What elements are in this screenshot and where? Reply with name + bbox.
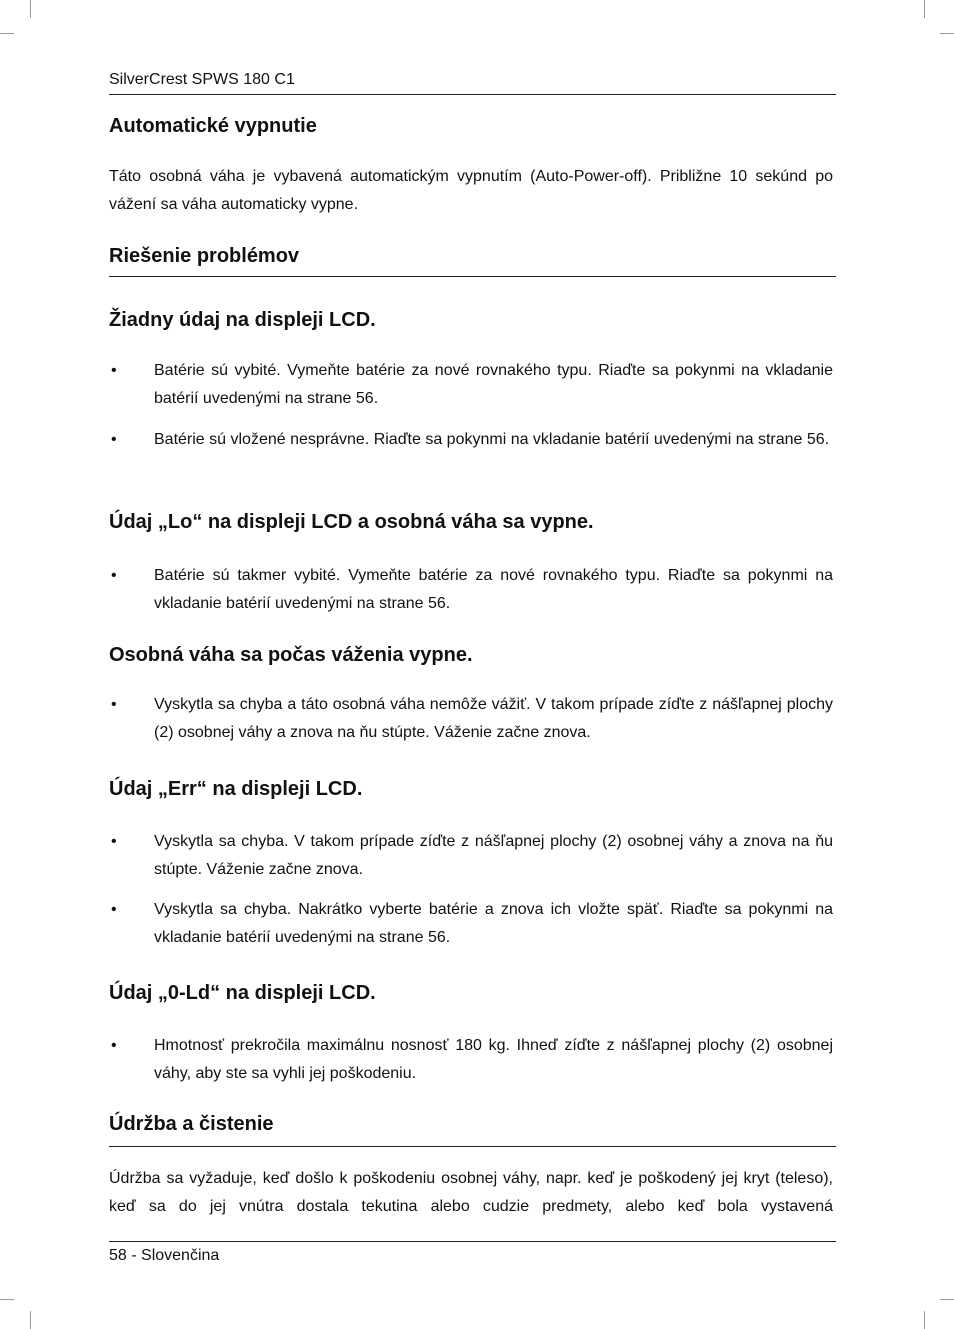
bullet-marker: • [111, 362, 117, 379]
list-item [109, 691, 833, 747]
list-item-text: Vyskytla sa chyba a táto osobná váha nemôže vážiť. V takom prípade zíďte z nášľapnej plochy (2) osobnej váhy a znova na ňu stúpte. Váženie začne znova. [154, 696, 833, 741]
section-rule [109, 276, 836, 277]
list-item-text: Batérie sú takmer vybité. Vymeňte batérie za nové rovnakého typu. Riaďte sa pokynmi na vkladanie batérií uvedenými na strane 56. [154, 567, 833, 612]
list-item [109, 562, 833, 618]
list-item-text: Batérie sú vybité. Vymeňte batérie za nové rovnakého typu. Riaďte sa pokynmi na vkladanie batérií uvedenými na strane 56. [154, 362, 833, 407]
footer-rule [109, 1241, 836, 1242]
bullet-marker: • [111, 901, 117, 918]
crop-mark [940, 1299, 954, 1300]
heading-troubleshooting: Riešenie problémov [109, 245, 300, 267]
heading-auto-off: Automatické vypnutie [109, 115, 317, 137]
crop-mark [30, 0, 31, 18]
paragraph-auto-off: Táto osobná váha je vybavená automatickým vypnutím (Auto-Power-off). Približne 10 sekúnd po vážení sa váha automaticky vypne. [109, 168, 833, 213]
crop-mark [30, 1311, 31, 1329]
list-item-text: Hmotnosť prekročila maximálnu nosnosť 180 kg. Ihneď zíďte z nášľapnej plochy (2) osobnej váhy, aby ste sa vyhli jej poškodeniu. [154, 1037, 833, 1082]
crop-mark [0, 33, 14, 34]
crop-mark [924, 0, 925, 18]
bullet-marker: • [111, 833, 117, 850]
bullet-marker: • [111, 567, 117, 584]
page-footer: 58 - Slovenčina [109, 1247, 220, 1264]
heading-maintenance: Údržba a čistenie [109, 1113, 274, 1135]
bullet-marker: • [111, 696, 117, 713]
list-item [109, 828, 833, 884]
bullet-marker: • [111, 1037, 117, 1054]
heading-err: Údaj „Err“ na displeji LCD. [109, 778, 363, 800]
heading-no-display: Žiadny údaj na displeji LCD. [109, 309, 376, 331]
heading-turns-off: Osobná váha sa počas váženia vypne. [109, 644, 473, 666]
heading-lo: Údaj „Lo“ na displeji LCD a osobná váha sa vypne. [109, 511, 594, 533]
list-item-text: Vyskytla sa chyba. Nakrátko vyberte batérie a znova ich vložte späť. Riaďte sa pokynmi na vkladanie batérií uvedenými na strane 56. [154, 901, 833, 946]
crop-mark [0, 1299, 14, 1300]
list-item [109, 1032, 833, 1088]
crop-mark [924, 1311, 925, 1329]
header-rule [109, 94, 836, 95]
paragraph-maintenance: Údržba sa vyžaduje, keď došlo k poškodeniu osobnej váhy, napr. keď je poškodený jej kryt (teleso), keď sa do jej vnútra dostala tekutina alebo cudzie predmety, alebo keď bola vystavená [109, 1170, 833, 1215]
list-item [109, 426, 833, 454]
list-item [109, 357, 833, 413]
heading-0-ld: Údaj „0-Ld“ na displeji LCD. [109, 982, 376, 1004]
list-item [109, 896, 833, 952]
list-item-text: Vyskytla sa chyba. V takom prípade zíďte z nášľapnej plochy (2) osobnej váhy a znova na ňu stúpte. Váženie začne znova. [154, 833, 833, 878]
section-rule [109, 1146, 836, 1147]
crop-mark [940, 33, 954, 34]
running-header: SilverCrest SPWS 180 C1 [109, 71, 295, 88]
list-item-text: Batérie sú vložené nesprávne. Riaďte sa pokynmi na vkladanie batérií uvedenými na strane 56. [154, 431, 830, 448]
bullet-marker: • [111, 431, 117, 448]
